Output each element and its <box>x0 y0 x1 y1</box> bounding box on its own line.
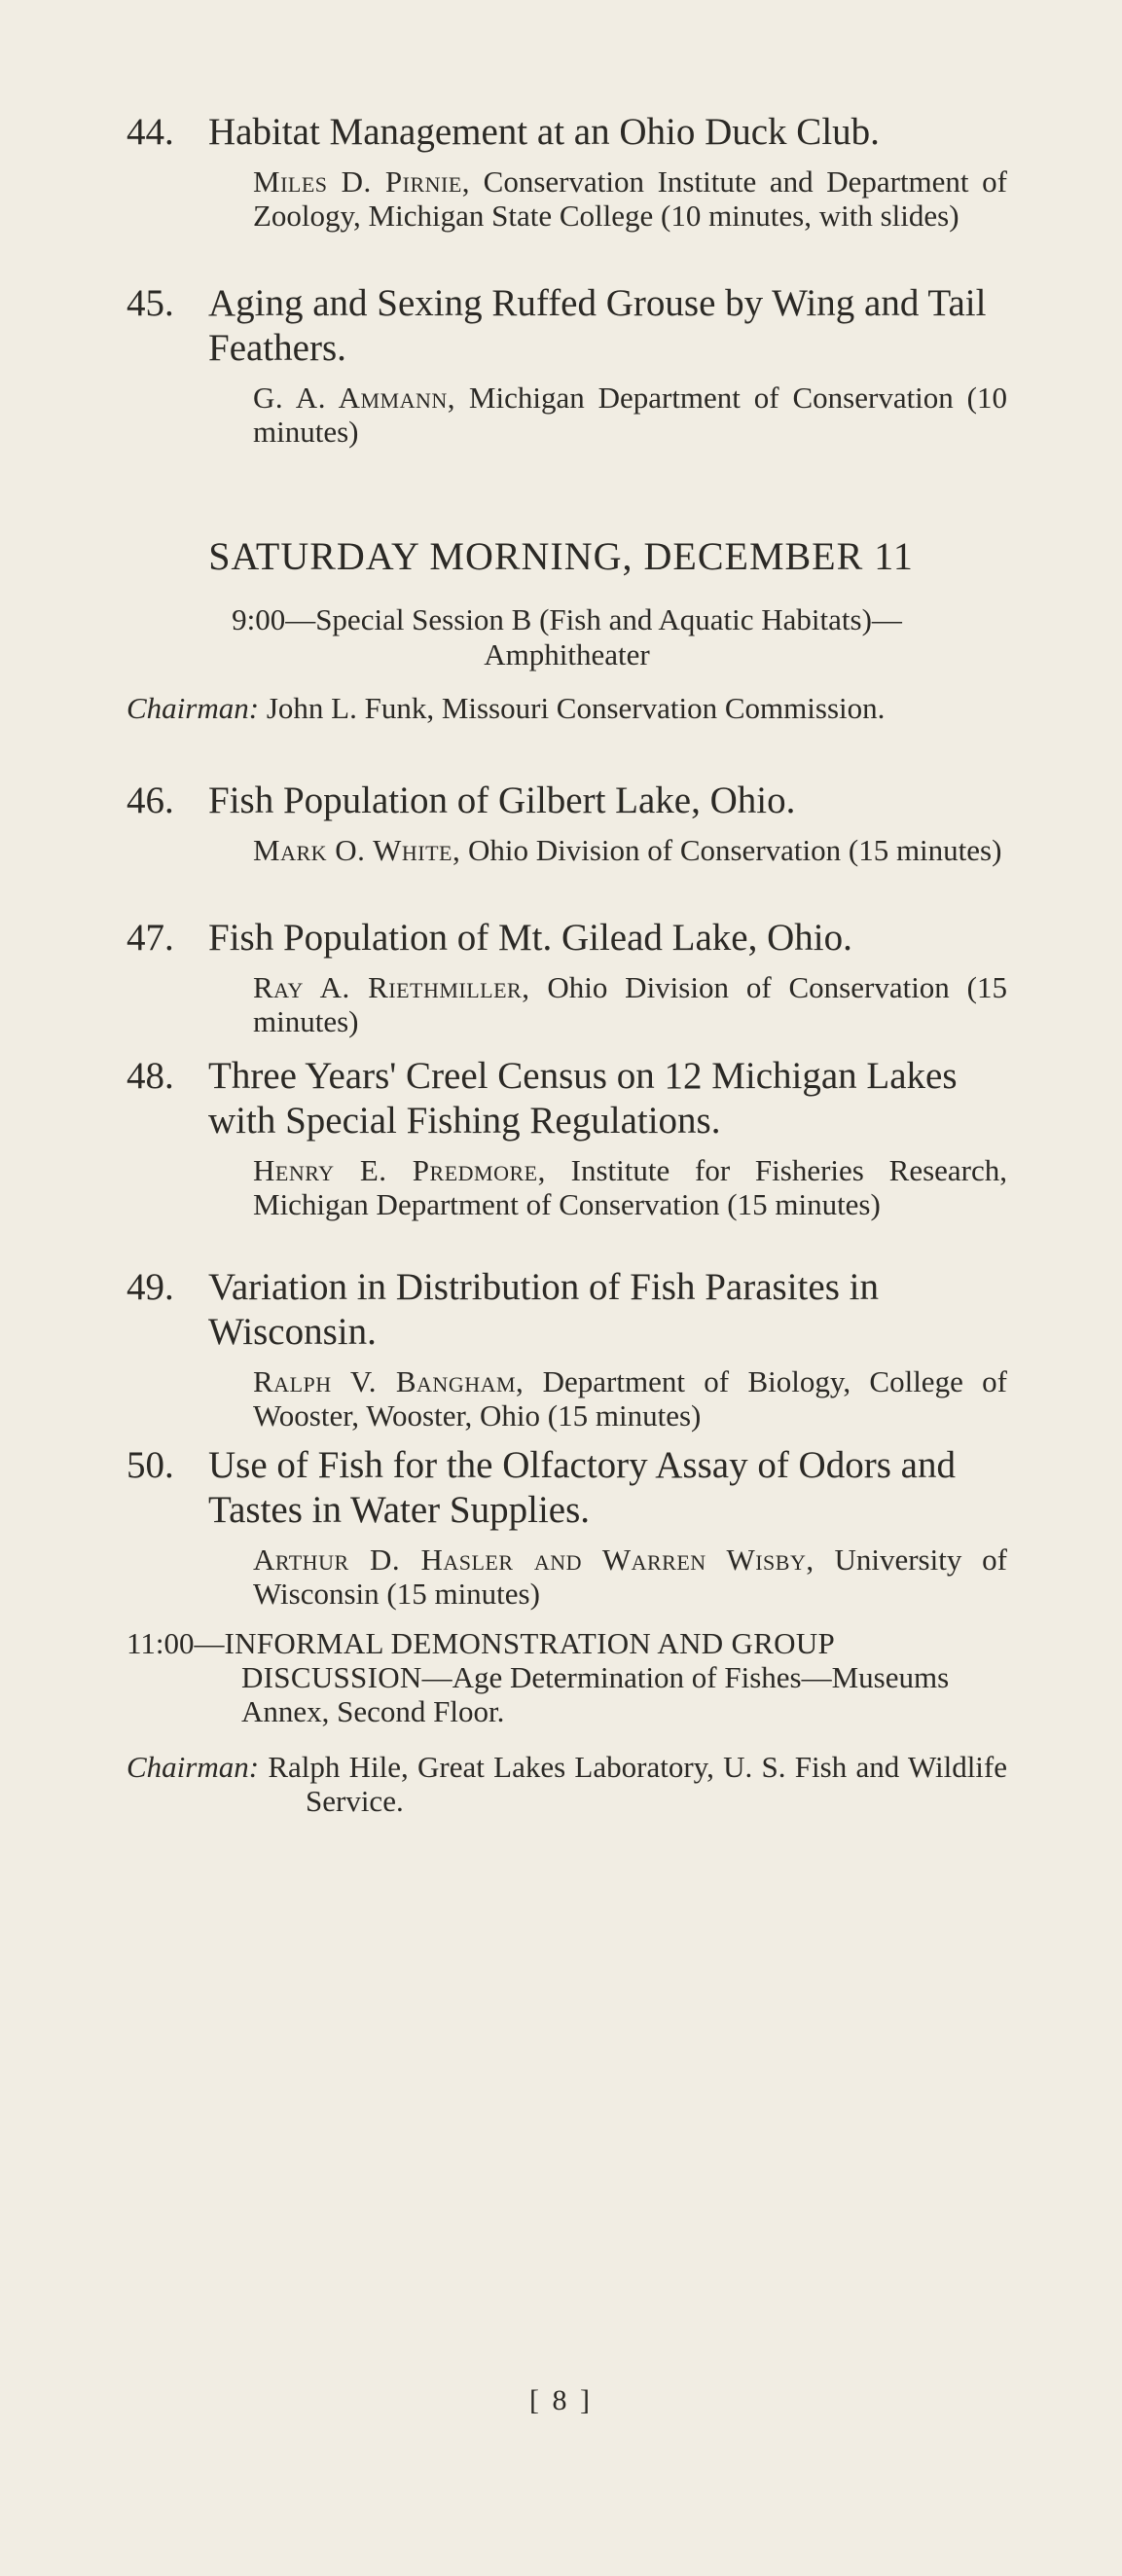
author-name: Henry E. Predmore, <box>253 1153 546 1187</box>
demonstration-heading: INFORMAL DEMONSTRATION AND GROUP DISCUSSION <box>224 1626 834 1694</box>
entry-title: Fish Population of Gilbert Lake, Ohio. <box>208 780 796 821</box>
author-name: G. A. Ammann, <box>253 381 456 415</box>
day-heading: SATURDAY MORNING, DECEMBER 11 <box>208 534 914 578</box>
entry-author <box>253 833 1007 867</box>
session-chairman <box>127 691 1007 725</box>
program-entry-47 <box>127 916 1007 1038</box>
demonstration-session <box>127 1626 1007 1728</box>
entry-number: 45. <box>127 282 174 324</box>
entry-number: 50. <box>127 1444 174 1486</box>
author-name: Miles D. Pirnie, <box>253 164 471 199</box>
author-affiliation: Institute for Fisheries Research, Michigan Department of Conservation (15 minutes) <box>253 1153 1007 1221</box>
demonstration-time: 11:00— <box>127 1626 225 1660</box>
chairman-label: Chairman: <box>127 1750 260 1784</box>
author-affiliation: University of Wisconsin (15 minutes) <box>253 1542 1007 1611</box>
author-affiliation: Department of Biology, College of Wooster, Wooster, Ohio (15 minutes) <box>253 1364 1007 1433</box>
chairman-name: John L. Funk, Missouri Conservation Commission. <box>259 691 886 725</box>
entry-number: 49. <box>127 1266 174 1308</box>
chairman-label: Chairman: <box>127 691 260 725</box>
entry-author <box>253 970 1007 1038</box>
program-entry-48 <box>127 1054 1007 1221</box>
entry-title: Habitat Management at an Ohio Duck Club. <box>208 111 880 153</box>
author-affiliation: Michigan Department of Conservation (10 minutes) <box>253 381 1007 449</box>
program-entry-45 <box>127 281 1007 449</box>
entry-title: Fish Population of Mt. Gilead Lake, Ohio. <box>208 917 852 959</box>
program-entry-49 <box>127 1265 1007 1433</box>
program-entry-50 <box>127 1443 1007 1611</box>
session-line-1: 9:00—Special Session B (Fish and Aquatic Habitats)— <box>232 602 902 636</box>
entry-number: 47. <box>127 917 174 959</box>
entry-author <box>253 164 1007 233</box>
author-name: Ray A. Riethmiller, <box>253 970 530 1004</box>
demonstration-chairman <box>127 1750 1007 1818</box>
entry-number: 48. <box>127 1055 174 1097</box>
entry-author <box>253 1542 1007 1611</box>
entry-title: Use of Fish for the Olfactory Assay of Odors and Tastes in Water Supplies. <box>208 1444 956 1531</box>
session-line-2: Amphitheater <box>484 637 650 671</box>
author-name: Ralph V. Bangham, <box>253 1364 525 1398</box>
author-affiliation: Ohio Division of Conservation (15 minutes) <box>253 970 1007 1038</box>
demonstration-details: —Age Determination of Fishes—Museums Annex, Second Floor. <box>241 1660 950 1728</box>
chairman-name: Ralph Hile, Great Lakes Laboratory, U. S. Fish and Wildlife Service. <box>259 1750 1007 1818</box>
author-name: Arthur D. Hasler and Warren Wisby, <box>253 1542 814 1577</box>
page-number: [ 8 ] <box>529 2384 593 2416</box>
author-name: Mark O. White, <box>253 833 461 867</box>
author-affiliation: Conservation Institute and Department of Zoology, Michigan State College (10 minutes, with slides) <box>253 164 1007 233</box>
entry-author <box>253 1153 1007 1221</box>
entry-title: Aging and Sexing Ruffed Grouse by Wing and Tail Feathers. <box>208 282 987 369</box>
entry-number: 46. <box>127 780 174 821</box>
entry-author <box>253 381 1007 449</box>
author-affiliation: Ohio Division of Conservation (15 minutes) <box>460 833 1002 867</box>
entry-title: Three Years' Creel Census on 12 Michigan Lakes with Special Fishing Regulations. <box>208 1055 958 1142</box>
entry-title: Variation in Distribution of Fish Parasites in Wisconsin. <box>208 1266 879 1353</box>
entry-author <box>253 1364 1007 1433</box>
entry-number: 44. <box>127 111 174 153</box>
session-header <box>127 602 1007 672</box>
program-entry-46 <box>127 779 1007 867</box>
program-entry-44 <box>127 110 1007 233</box>
